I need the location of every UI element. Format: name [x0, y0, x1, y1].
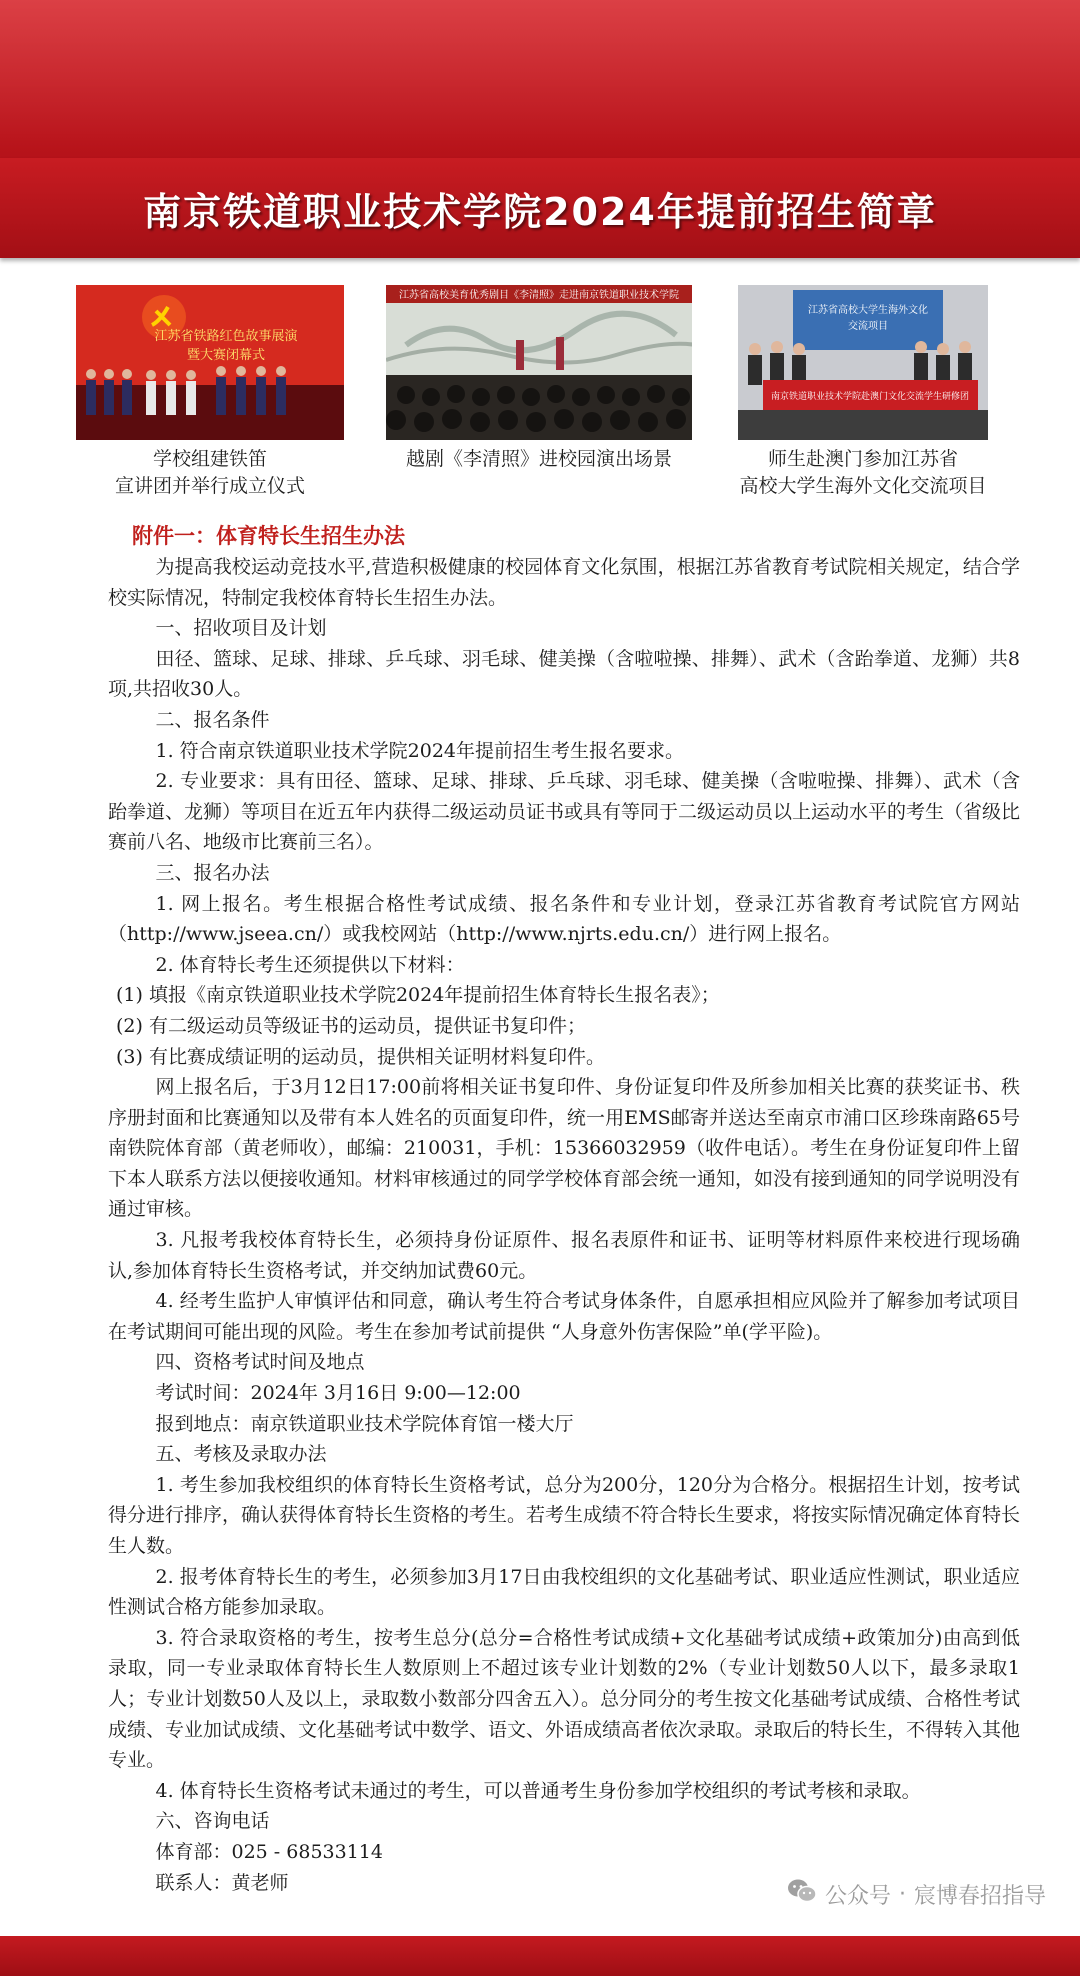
paragraph: 3. 凡报考我校体育特长生，必须持身份证原件、报名表原件和证书、证明等材料原件来校进行现场确认,参加体育特长生资格考试，并交纳加试费60元。: [108, 1229, 1020, 1282]
photo3-caption: [718, 446, 1008, 500]
photo3-screen-text2: 交流项目: [848, 321, 888, 332]
photo3-screen-text1: 江苏省高校大学生海外文化: [808, 305, 928, 316]
list-item: (2) 有二级运动员等级证书的运动员，提供证书复印件；: [116, 1014, 586, 1037]
paragraph: 4. 体育特长生资格考试未通过的考生，可以普通考生身份参加学校组织的考试考核和录取。: [155, 1779, 921, 1802]
list-item: (3) 有比赛成绩证明的运动员，提供相关证明材料复印件。: [116, 1045, 605, 1068]
photo-macau-exchange: [738, 285, 988, 440]
photo1-caption-line1: 学校组建铁笛: [152, 448, 267, 470]
footer-band: [0, 1936, 1080, 1976]
paragraph: 3. 符合录取资格的考生，按考生总分(总分=合格性考试成绩+文化基础考试成绩+政策加分)由高到低录取，同一专业录取体育特长生人数原则上不超过该专业计划数的2%（专业计划数50人以下，最多录取1人；专业计划数50人及以上，录取数小数部分四舍五入）。总分同分的考生按文化基础考试成绩、合格性考试成绩、专业加试成绩、文化基础考试中数学、语文、外语成绩高者依次录取。录取后的特长生，不得转入其他专业。: [108, 1626, 1021, 1772]
section-title-1: 一、招收项目及计划: [155, 617, 327, 640]
paragraph: 2. 专业要求：具有田径、篮球、足球、排球、乒乓球、羽毛球、健美操（含啦啦操、排舞）、武术（含跆拳道、龙狮）等项目在近五年内获得二级运动员证书或具有等同于二级运动员以上运动水平的考生（省级比赛前八名、地级市比赛前三名）。: [108, 770, 1021, 854]
photo2-caption: [366, 446, 712, 473]
section-title-2: 二、报名条件: [155, 708, 270, 731]
title-bar: [0, 158, 1080, 258]
section-title-3: 三、报名办法: [155, 861, 270, 884]
photo1-caption: [76, 446, 344, 500]
contact-person: 联系人：黄老师: [155, 1871, 289, 1894]
photo1-banner-text2: 暨大赛闭幕式: [186, 348, 266, 363]
photo1-banner-text1: 江苏省铁路红色故事展演: [154, 329, 298, 344]
photo2-caption-line1: 越剧《李清照》进校园演出场景: [405, 448, 672, 470]
photo3-caption-line1: 师生赴澳门参加江苏省: [767, 448, 958, 470]
paragraph: 4. 经考生监护人审慎评估和同意，确认考生符合考试身体条件，自愿承担相应风险并了解参加考试项目在考试期间可能出现的风险。考生在参加考试前提供 “人身意外伤害保险”单(学平险)。: [108, 1290, 1020, 1343]
section-heading: 附件一：体育特长生招生办法: [132, 524, 405, 548]
photo1-caption-line2: 宣讲团并举行成立仪式: [114, 475, 305, 497]
article-body: [108, 520, 1020, 1898]
paragraph: 2. 体育特长考生还须提供以下材料：: [155, 953, 465, 976]
section-title-6: 六、咨询电话: [155, 1810, 270, 1833]
watermark-label: 公众号: [824, 1883, 891, 1909]
photo2-banner-text: 江苏省高校美育优秀剧目《李清照》走进南京铁道职业技术学院: [399, 290, 679, 301]
paragraph: 1. 网上报名。考生根据合格性考试成绩、报名条件和专业计划，登录江苏省教育考试院官方网站（http://www.jseea.cn/）或我校网站（http://www.njrts.edu.cn/）进行网上报名。: [108, 892, 1020, 946]
paragraph: 田径、篮球、足球、排球、乒乓球、羽毛球、健美操（含啦啦操、排舞）、武术（含跆拳道、龙狮）共8项,共招收30人。: [108, 647, 1020, 701]
page-title: 南京铁道职业技术学院2024年提前招生简章: [143, 189, 937, 234]
wechat-watermark: [787, 1878, 1046, 1910]
watermark-account: 宸博春招指导: [913, 1883, 1046, 1909]
report-location: 报到地点：南京铁道职业技术学院体育馆一楼大厅: [155, 1412, 574, 1435]
photo3-caption-line2: 高校大学生海外文化交流项目: [739, 475, 987, 497]
paragraph: 1. 考生参加我校组织的体育特长生资格考试，总分为200分，120分为合格分。根据招生计划，按考试得分进行排序，确认获得体育特长生资格的考生。若考生成绩不符合特长生要求，将按实际情况确定体育特长生人数。: [108, 1473, 1021, 1557]
list-item: (1) 填报《南京铁道职业技术学院2024年提前招生体育特长生报名表》；: [116, 984, 720, 1007]
photo3-banner-text: 南京铁道职业技术学院赴澳门文化交流学生研修团: [770, 392, 970, 402]
paragraph: 2. 报考体育特长生的考生，必须参加3月17日由我校组织的文化基础考试、职业适应性测试，职业适应性测试合格方能参加录取。: [108, 1565, 1020, 1619]
photo-opera-performance: [386, 285, 692, 440]
wechat-icon: [787, 1878, 817, 1910]
watermark-separator: ·: [898, 1881, 906, 1907]
photo-party-ceremony: [76, 285, 344, 440]
paragraph: 1. 符合南京铁道职业技术学院2024年提前招生考生报名要求。: [155, 739, 685, 762]
exam-time: 考试时间：2024年 3月16日 9:00—12:00: [155, 1382, 521, 1405]
intro-paragraph: 为提高我校运动竞技水平,营造积极健康的校园体育文化氛围，根据江苏省教育考试院相关规定，结合学校实际情况，特制定我校体育特长生招生办法。: [108, 556, 1020, 609]
section-title-4: 四、资格考试时间及地点: [155, 1351, 365, 1374]
section-title-5: 五、考核及录取办法: [155, 1443, 327, 1466]
contact-phone: 体育部：025 - 68533114: [155, 1840, 383, 1863]
paragraph: 网上报名后，于3月12日17:00前将相关证书复印件、身份证复印件及所参加相关比赛的获奖证书、秩序册封面和比赛通知以及带有本人姓名的页面复印件，统一用EMS邮寄并送达至南京市浦口区珍珠南路65号南铁院体育部（黄老师收），邮编：210031，手机：15366032959（收件电话）。考生在身份证复印件上留下本人联系方法以便接收通知。材料审核通过的同学学校体育部会统一通知，如没有接到通知的同学说明没有通过审核。: [108, 1076, 1021, 1221]
